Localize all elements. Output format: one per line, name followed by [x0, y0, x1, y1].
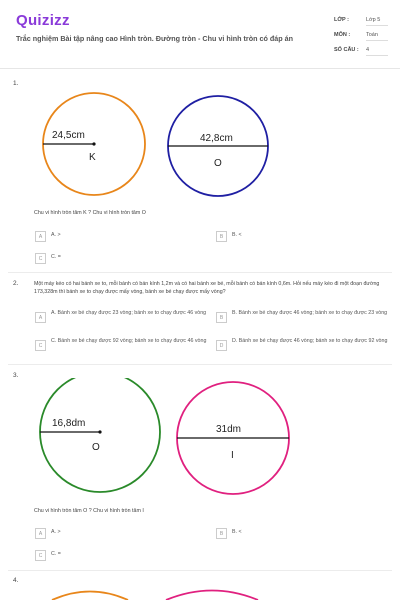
question-3-figure	[0, 378, 400, 498]
option-box-b[interactable]: B	[216, 312, 227, 323]
option-box-a[interactable]: A	[35, 312, 46, 323]
option-a-text: A. >	[51, 529, 61, 535]
option-box-c[interactable]: C	[35, 340, 46, 351]
question-4-figure	[0, 585, 400, 600]
option-box-b[interactable]: B	[216, 528, 227, 539]
option-a-text: A. >	[51, 232, 61, 238]
meta-label-class: LỚP :	[334, 17, 349, 23]
option-box-a[interactable]: A	[35, 528, 46, 539]
option-c-text: C. Bánh xe bé chạy được 92 vòng; bánh xe to chạy được 46 vòng	[51, 338, 207, 344]
option-b-text: B. <	[232, 529, 242, 535]
option-box-d[interactable]: D	[216, 340, 227, 351]
option-box-a[interactable]: A	[35, 231, 46, 242]
question-4-number: 4.	[13, 577, 19, 584]
question-2-text: Một máy kéo có hai bánh xe to, mỗi bánh có bán kính 1,2m và có hai bánh xe bé, mỗi bánh có bán kính 0,6m. Hỏi nếu máy kéo đi một đoạn đường 173,328m thì bánh xe to chạy được mấy vòng, bánh xe bé chạy được mấy vòng?	[34, 281, 380, 295]
option-c-text: C. =	[51, 551, 61, 557]
question-divider	[8, 272, 392, 273]
option-b-text: B. Bánh xe bé chạy được 46 vòng; bánh xe to chạy được 23 vòng	[232, 310, 388, 316]
question-3-text: Chu vi hình tròn tâm O ? Chu vi hình tròn tâm I	[34, 508, 144, 514]
meta-label-count: SỐ CÂU :	[334, 47, 359, 53]
center-dot-o	[98, 430, 101, 433]
circle-o	[40, 378, 160, 492]
question-divider	[8, 364, 392, 365]
worksheet-header	[0, 0, 400, 69]
option-box-c[interactable]: C	[35, 550, 46, 561]
meta-label-subject: MÔN :	[334, 32, 351, 38]
option-box-c[interactable]: C	[35, 253, 46, 264]
center-label-o: O	[92, 442, 100, 453]
center-label-k: K	[89, 152, 96, 163]
meta-value-count: 4	[366, 47, 388, 56]
circle-arc-left	[52, 592, 128, 600]
meta-value-class: Lớp 5	[366, 17, 388, 26]
diameter-label-o: 42,8cm	[200, 133, 233, 144]
radius-label-o: 16,8dm	[52, 418, 86, 429]
option-c-text: C. =	[51, 254, 61, 260]
meta-value-subject: Toán	[366, 32, 388, 41]
option-a-text: A. Bánh xe bé chạy được 23 vòng; bánh xe to chạy được 46 vòng	[51, 310, 207, 316]
quizizz-logo: Quizizz	[16, 12, 70, 29]
option-box-b[interactable]: B	[216, 231, 227, 242]
question-2-number: 2.	[13, 280, 19, 287]
worksheet-title: Trắc nghiệm Bài tập nâng cao Hình tròn. Đường tròn - Chu vi hình tròn có đáp án	[16, 34, 294, 43]
circle-arc-right	[166, 591, 258, 600]
question-1-number: 1.	[13, 80, 19, 87]
question-3-number: 3.	[13, 372, 19, 379]
center-label-o: O	[214, 158, 222, 169]
radius-label-k: 24,5cm	[52, 130, 85, 141]
question-1-text: Chu vi hình tròn tâm K ? Chu vi hình tròn tâm O	[34, 210, 146, 216]
center-label-i: I	[231, 450, 234, 461]
option-d-text: D. Bánh xe bé chạy được 46 vòng; bánh xe to chạy được 92 vòng	[232, 338, 388, 344]
question-divider	[8, 570, 392, 571]
option-b-text: B. <	[232, 232, 242, 238]
diameter-label-i: 31dm	[216, 424, 242, 435]
center-dot-k	[92, 142, 95, 145]
question-1-figure	[0, 88, 400, 200]
